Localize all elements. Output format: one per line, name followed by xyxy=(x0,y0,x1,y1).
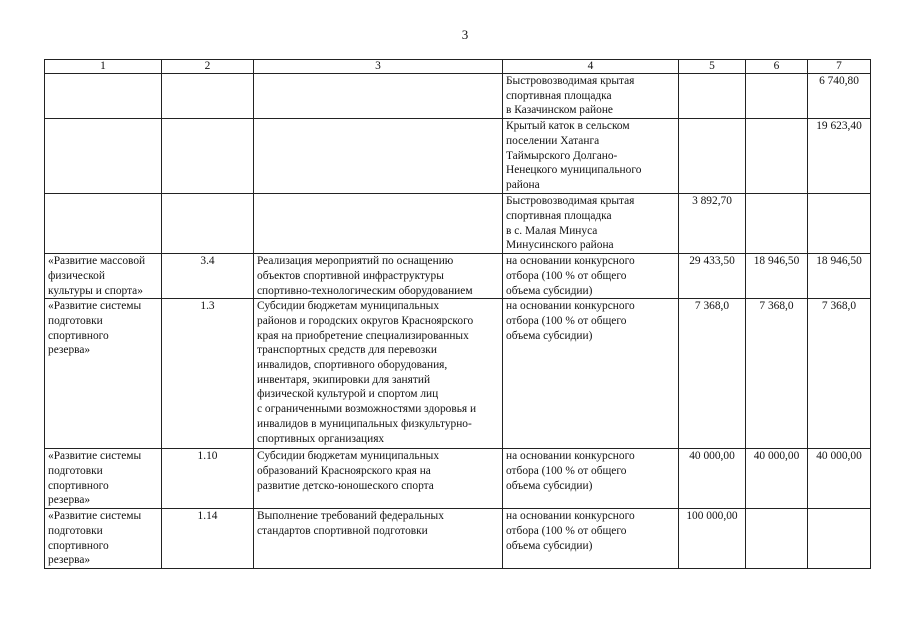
activity-cell: Субсидии бюджетам муниципальных образований Красноярского края на развитие детско-юношеского спорта xyxy=(254,449,503,509)
value-col-7: 7 368,0 xyxy=(808,299,871,449)
value-col-5: 29 433,50 xyxy=(679,254,746,299)
value-col-7: 18 946,50 xyxy=(808,254,871,299)
program-cell xyxy=(45,194,162,254)
basis-cell: на основании конкурсного отбора (100 % от общего объема субсидии) xyxy=(503,449,679,509)
basis-cell: на основании конкурсного отбора (100 % от общего объема субсидии) xyxy=(503,254,679,299)
activity-cell xyxy=(254,74,503,119)
value-col-6: 18 946,50 xyxy=(746,254,808,299)
value-col-6: 7 368,0 xyxy=(746,299,808,449)
program-cell: «Развитие системы подготовки спортивного резерва» xyxy=(45,299,162,449)
value-col-6: 40 000,00 xyxy=(746,449,808,509)
program-cell: «Развитие системы подготовки спортивного резерва» xyxy=(45,509,162,569)
code-cell: 1.10 xyxy=(162,449,254,509)
code-cell xyxy=(162,194,254,254)
header-col-5: 5 xyxy=(679,60,746,74)
code-cell: 3.4 xyxy=(162,254,254,299)
table-row xyxy=(45,299,871,449)
table-row xyxy=(45,119,871,194)
header-col-6: 6 xyxy=(746,60,808,74)
value-col-7 xyxy=(808,509,871,569)
activity-cell: Реализация мероприятий по оснащению объектов спортивной инфраструктуры спортивно-технологическим оборудованием xyxy=(254,254,503,299)
activity-cell xyxy=(254,194,503,254)
program-cell xyxy=(45,74,162,119)
value-col-5: 7 368,0 xyxy=(679,299,746,449)
basis-cell: на основании конкурсного отбора (100 % от общего объема субсидии) xyxy=(503,299,679,449)
header-col-2: 2 xyxy=(162,60,254,74)
value-col-7: 6 740,80 xyxy=(808,74,871,119)
value-col-7 xyxy=(808,194,871,254)
basis-cell: Быстровозводимая крытая спортивная площадка в Казачинском районе xyxy=(503,74,679,119)
value-col-6 xyxy=(746,74,808,119)
code-cell: 1.3 xyxy=(162,299,254,449)
value-col-5 xyxy=(679,119,746,194)
table-row xyxy=(45,254,871,299)
activity-cell: Субсидии бюджетам муниципальных районов и городских округов Красноярского края на приобретение специализированных транспортных средств для перевозки инвалидов, спортивного оборудования, инвентаря, экипировки для занятий физической культурой и спортом лиц с ограниченными возможностями здоровья и инвалидов в муниципальных физкультурно- спортивных организациях xyxy=(254,299,503,449)
value-col-6 xyxy=(746,194,808,254)
program-cell: «Развитие массовой физической культуры и спорта» xyxy=(45,254,162,299)
value-col-6 xyxy=(746,509,808,569)
code-cell: 1.14 xyxy=(162,509,254,569)
value-col-5: 100 000,00 xyxy=(679,509,746,569)
header-col-1: 1 xyxy=(45,60,162,74)
table-row xyxy=(45,194,871,254)
table-row xyxy=(45,449,871,509)
budget-table xyxy=(44,59,871,569)
program-cell xyxy=(45,119,162,194)
program-cell: «Развитие системы подготовки спортивного резерва» xyxy=(45,449,162,509)
code-cell xyxy=(162,119,254,194)
page-number: 3 xyxy=(461,27,469,42)
basis-cell: Быстровозводимая крытая спортивная площадка в с. Малая Минуса Минусинского района xyxy=(503,194,679,254)
value-col-5: 3 892,70 xyxy=(679,194,746,254)
basis-cell: на основании конкурсного отбора (100 % от общего объема субсидии) xyxy=(503,509,679,569)
activity-cell xyxy=(254,119,503,194)
table-row xyxy=(45,509,871,569)
header-col-3: 3 xyxy=(254,60,503,74)
value-col-5: 40 000,00 xyxy=(679,449,746,509)
table-row xyxy=(45,74,871,119)
header-col-7: 7 xyxy=(808,60,871,74)
basis-cell: Крытый каток в сельском поселении Хатанга Таймырского Долгано- Ненецкого муниципального района xyxy=(503,119,679,194)
value-col-7: 19 623,40 xyxy=(808,119,871,194)
header-col-4: 4 xyxy=(503,60,679,74)
value-col-5 xyxy=(679,74,746,119)
table-header-row xyxy=(45,60,871,74)
code-cell xyxy=(162,74,254,119)
value-col-6 xyxy=(746,119,808,194)
activity-cell: Выполнение требований федеральных стандартов спортивной подготовки xyxy=(254,509,503,569)
value-col-7: 40 000,00 xyxy=(808,449,871,509)
